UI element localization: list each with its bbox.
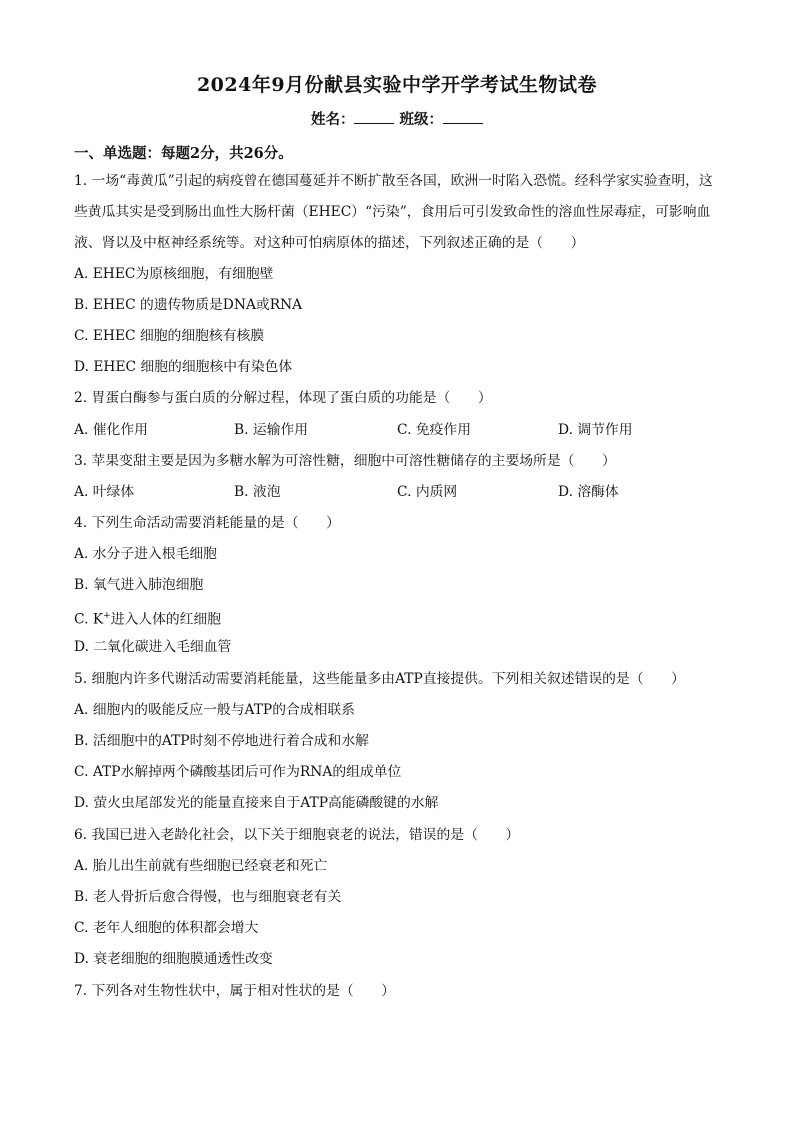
q2-option-c: C. 免疫作用: [397, 422, 472, 438]
q2-option-a: A. 催化作用: [74, 422, 148, 438]
q1-option-a: A. EHEC为原核细胞，有细胞壁: [74, 266, 274, 282]
q1-option-c: C. EHEC 细胞的细胞核有核膜: [74, 328, 265, 344]
class-label: 班级：: [399, 111, 444, 128]
section-header: 一、单选题：每题2分，共26分。: [74, 145, 293, 162]
q1-stem-line1: 1. 一场“毒黄瓜”引起的病疫曾在德国蔓延并不断扩散至各国，欧洲一时陷入恐慌。经科学家实验查明，这: [74, 173, 713, 189]
q5-option-d: D. 萤火虫尾部发光的能量直接来自于ATP高能磷酸键的水解: [74, 795, 439, 811]
q4-option-a: A. 水分子进入根毛细胞: [74, 546, 217, 562]
q6-option-d: D. 衰老细胞的细胞膜通透性改变: [74, 951, 273, 967]
q5-option-a: A. 细胞内的吸能反应一般与ATP的合成相联系: [74, 702, 355, 718]
name-label: 姓名：: [310, 111, 355, 128]
q4-option-d: D. 二氧化碳进入毛细血管: [74, 639, 232, 655]
q4-option-c: [74, 607, 221, 629]
q3-option-c: C. 内质网: [397, 484, 458, 500]
q7-stem: 7. 下列各对生物性状中，属于相对性状的是（ ）: [74, 983, 396, 999]
q5-option-b: B. 活细胞中的ATP时刻不停地进行着合成和水解: [74, 733, 369, 749]
q3-stem: 3. 苹果变甜主要是因为多糖水解为可溶性糖，细胞中可溶性糖储存的主要场所是（ ）: [74, 453, 616, 469]
q6-option-b: B. 老人骨折后愈合得慢，也与细胞衰老有关: [74, 889, 342, 905]
q6-option-c: C. 老年人细胞的体积都会增大: [74, 920, 259, 936]
q1-stem-line3: 液、肾以及中枢神经系统等。对这种可怕病原体的描述，下列叙述正确的是（ ）: [74, 235, 585, 251]
q4-option-c-suffix: 进入人体的红细胞: [110, 611, 222, 628]
q1-stem-line2: 些黄瓜其实是受到肠出血性大肠杆菌（EHEC）“污染”，食用后可引发致命性的溶血性尿毒症，可影响血: [74, 204, 711, 220]
q3-option-d: D. 溶酶体: [558, 484, 619, 500]
q2-option-d: D. 调节作用: [558, 422, 633, 438]
q4-option-c-prefix: C. K: [74, 611, 104, 628]
q3-option-b: B. 液泡: [234, 484, 281, 500]
student-info-line: [0, 108, 794, 129]
exam-title: 2024年9月份献县实验中学开学考试生物试卷: [196, 74, 598, 96]
q4-option-c-superscript: +: [103, 611, 111, 621]
q5-stem: 5. 细胞内许多代谢活动需要消耗能量，这些能量多由ATP直接提供。下列相关叙述错误的是（ ）: [74, 671, 685, 687]
q6-stem: 6. 我国已进入老龄化社会，以下关于细胞衰老的说法，错误的是（ ）: [74, 827, 520, 843]
q1-option-d: D. EHEC 细胞的细胞核中有染色体: [74, 359, 293, 375]
q2-stem: 2. 胃蛋白酶参与蛋白质的分解过程，体现了蛋白质的功能是（ ）: [74, 390, 492, 406]
q2-option-b: B. 运输作用: [234, 422, 309, 438]
name-blank[interactable]: [354, 111, 394, 124]
q1-option-b: B. EHEC 的遗传物质是DNA或RNA: [74, 297, 303, 313]
q5-option-c: C. ATP水解掉两个磷酸基团后可作为RNA的组成单位: [74, 764, 402, 780]
q3-option-a: A. 叶绿体: [74, 484, 135, 500]
q4-option-b: B. 氧气进入肺泡细胞: [74, 577, 204, 593]
class-blank[interactable]: [443, 111, 483, 124]
q6-option-a: A. 胎儿出生前就有些细胞已经衰老和死亡: [74, 858, 328, 874]
q4-stem: 4. 下列生命活动需要消耗能量的是（ ）: [74, 515, 340, 531]
